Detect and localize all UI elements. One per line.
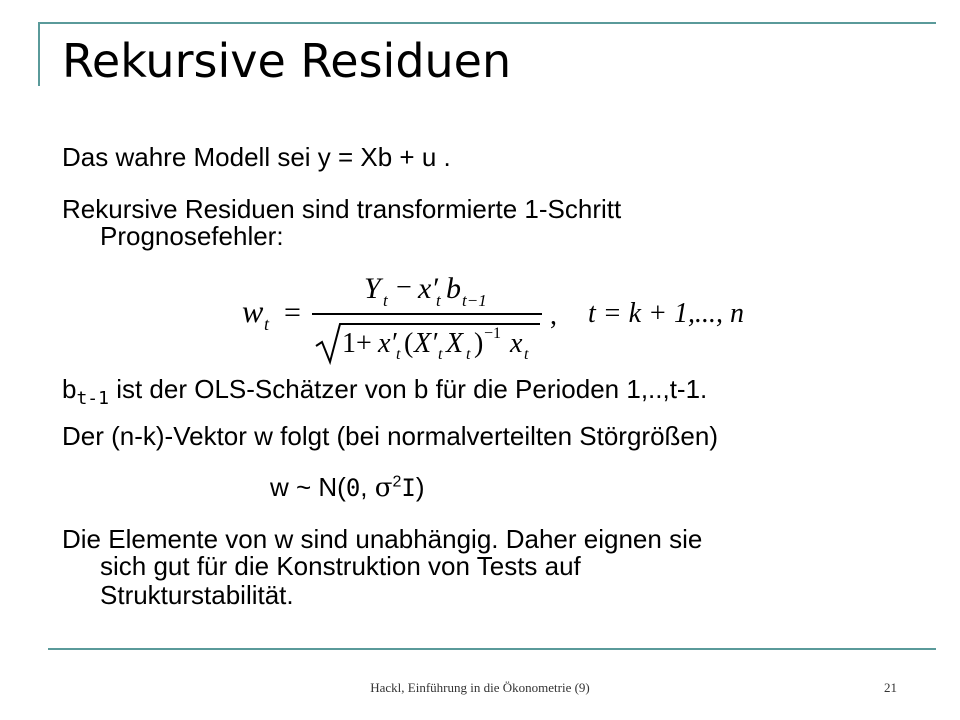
formula-num-y-sub: t <box>383 291 388 310</box>
formula-num-b-sub: t−1 <box>462 291 487 310</box>
recursive-residual-formula <box>240 266 780 366</box>
formula-num-minus: − <box>396 272 412 303</box>
distribution-identity: I <box>401 474 416 502</box>
distribution-sigma: σ <box>374 473 393 503</box>
formula-den-x2: x <box>510 328 523 359</box>
conclusion-line-1: Die Elemente von w sind unabhängig. Daher eignen sie <box>62 524 703 554</box>
model-statement: Das wahre Modell sei y = Xb + u . <box>62 142 451 172</box>
ols-b: b <box>62 374 77 404</box>
conclusion-line-2: sich gut für die Konstruktion von Tests auf <box>100 551 581 581</box>
ols-description: ist der OLS-Schätzer von b für die Perioden 1,..,t-1. <box>108 374 708 404</box>
formula-den-paren-close: ) <box>474 328 484 359</box>
footer-caption: Hackl, Einführung in die Ökonometrie (9) <box>370 680 590 695</box>
frame-left-rule <box>38 22 40 86</box>
formula-num-x: x′ <box>418 272 438 305</box>
formula-den-x1: x′ <box>378 328 397 359</box>
formula-den-xcap-sub: t <box>438 346 443 363</box>
formula-den-xcap2: X <box>446 328 464 359</box>
formula-equals: = <box>284 296 301 329</box>
footer-rule <box>48 648 936 650</box>
distribution-comma: , <box>360 472 375 502</box>
slide-title: Rekursive Residuen <box>62 34 512 88</box>
distribution-formula <box>270 472 425 503</box>
formula-num-b: b <box>446 272 461 305</box>
formula-den-one-plus: 1+ <box>342 328 372 359</box>
vector-distribution-line: Der (n-k)-Vektor w folgt (bei normalverteilten Störgrößen) <box>62 421 719 451</box>
conclusion-line-3: Strukturstabilität. <box>100 580 294 610</box>
definition-line-2: Prognosefehler: <box>100 221 284 251</box>
ols-b-subscript: t-1 <box>76 388 109 409</box>
distribution-sigma-squared: 2 <box>392 473 402 491</box>
formula-den-paren-open: ( <box>404 328 414 359</box>
formula-den-x1-sub: t <box>396 346 401 363</box>
distribution-prefix: w ~ N( <box>270 472 346 502</box>
formula-range: t = k + 1,..., n <box>588 298 744 329</box>
frame-top-rule <box>38 22 936 24</box>
ols-estimator-line <box>62 374 707 409</box>
formula-num-x-sub: t <box>436 291 441 310</box>
formula-den-xcap: X′ <box>414 328 438 359</box>
formula-lhs: w <box>242 293 264 329</box>
formula-comma: , <box>550 300 557 331</box>
distribution-close: ) <box>415 472 425 502</box>
definition-line-1: Rekursive Residuen sind transformierte 1-Schritt <box>62 194 622 224</box>
page-number: 21 <box>884 680 897 695</box>
formula-den-xcap2-sub: t <box>466 346 471 363</box>
formula-lhs-sub: t <box>264 314 270 334</box>
distribution-zero-vector: 0 <box>345 474 361 502</box>
formula-num-y: Y <box>364 272 381 305</box>
formula-den-inverse: −1 <box>484 325 502 342</box>
formula-den-x2-sub: t <box>524 346 529 363</box>
